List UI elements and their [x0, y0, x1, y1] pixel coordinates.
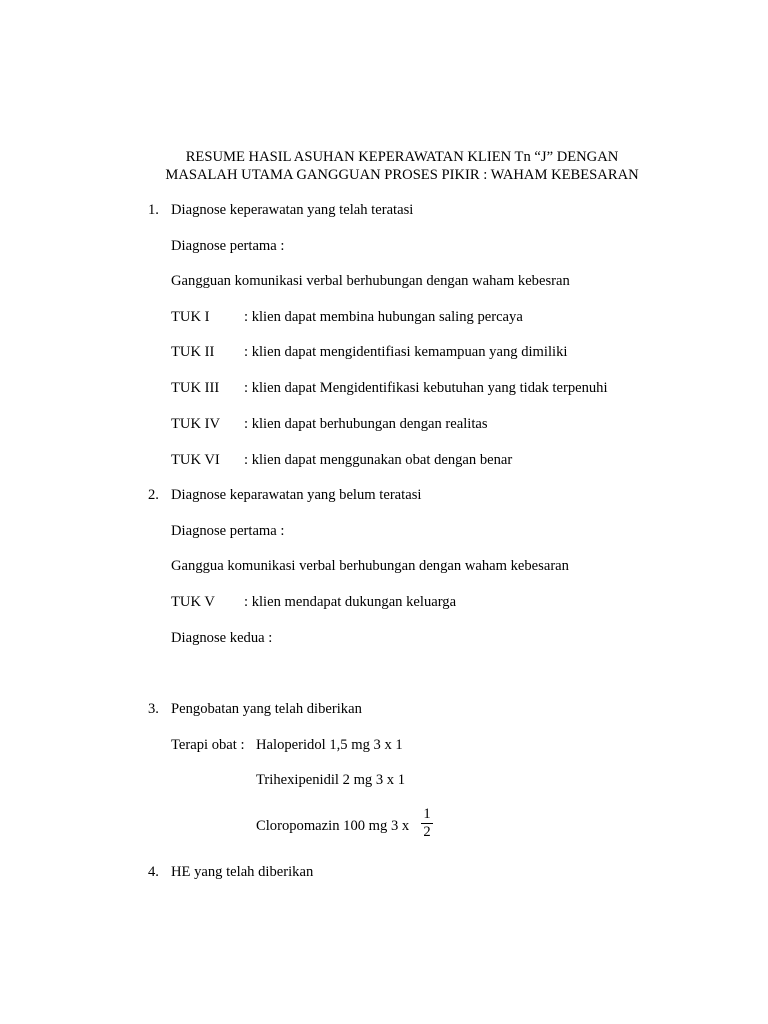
tuk-code: TUK II [171, 344, 215, 360]
therapy-label: Terapi obat : [171, 737, 245, 753]
tuk-code: TUK I [171, 309, 210, 325]
document-title-line-2: MASALAH UTAMA GANGGUAN PROSES PIKIR : WAHAM KEBESARAN [165, 167, 639, 183]
tuk-code: TUK V [171, 594, 215, 610]
section-1-heading: Diagnose keperawatan yang telah teratasi [171, 202, 414, 218]
dose-fraction [418, 806, 436, 841]
section-1-number: 1. [148, 202, 159, 218]
document-title-line-1: RESUME HASIL ASUHAN KEPERAWATAN KLIEN Tn “J” DENGAN [185, 149, 619, 165]
drug-item: Cloropomazin 100 mg 3 x [256, 818, 410, 834]
tuk-code: TUK IV [171, 416, 221, 432]
tuk-description: : klien dapat Mengidentifikasi kebutuhan yang tidak terpenuhi [244, 380, 608, 396]
tuk-description: : klien dapat mengidentifiasi kemampuan yang dimiliki [244, 344, 568, 360]
section-4-heading: HE yang telah diberikan [171, 864, 314, 880]
section-4-number: 4. [148, 864, 159, 880]
section-2-number: 2. [148, 487, 159, 503]
section-1-diagnosis-label: Diagnose pertama : [171, 238, 285, 254]
section-2-diagnosis-label: Diagnose pertama : [171, 523, 285, 539]
tuk-description: : klien dapat membina hubungan saling percaya [244, 309, 523, 325]
section-2-diagnosis-2-label: Diagnose kedua : [171, 630, 273, 646]
section-3-number: 3. [148, 701, 159, 717]
tuk-description: : klien mendapat dukungan keluarga [244, 594, 457, 610]
tuk-code: TUK VI [171, 452, 220, 468]
tuk-description: : klien dapat menggunakan obat dengan benar [244, 452, 513, 468]
tuk-description: : klien dapat berhubungan dengan realitas [244, 416, 488, 432]
section-2-diagnosis-text: Ganggua komunikasi verbal berhubungan dengan waham kebesaran [171, 558, 569, 574]
fraction-numerator: 1 [423, 806, 431, 822]
drug-item: Haloperidol 1,5 mg 3 x 1 [256, 737, 403, 753]
fraction-denominator: 2 [423, 824, 431, 840]
drug-item: Trihexipenidil 2 mg 3 x 1 [256, 772, 406, 788]
tuk-code: TUK III [171, 380, 220, 396]
section-2-heading: Diagnose keparawatan yang belum teratasi [171, 487, 422, 503]
section-3-heading: Pengobatan yang telah diberikan [171, 701, 362, 717]
section-1-diagnosis-text: Gangguan komunikasi verbal berhubungan dengan waham kebesran [171, 273, 570, 289]
